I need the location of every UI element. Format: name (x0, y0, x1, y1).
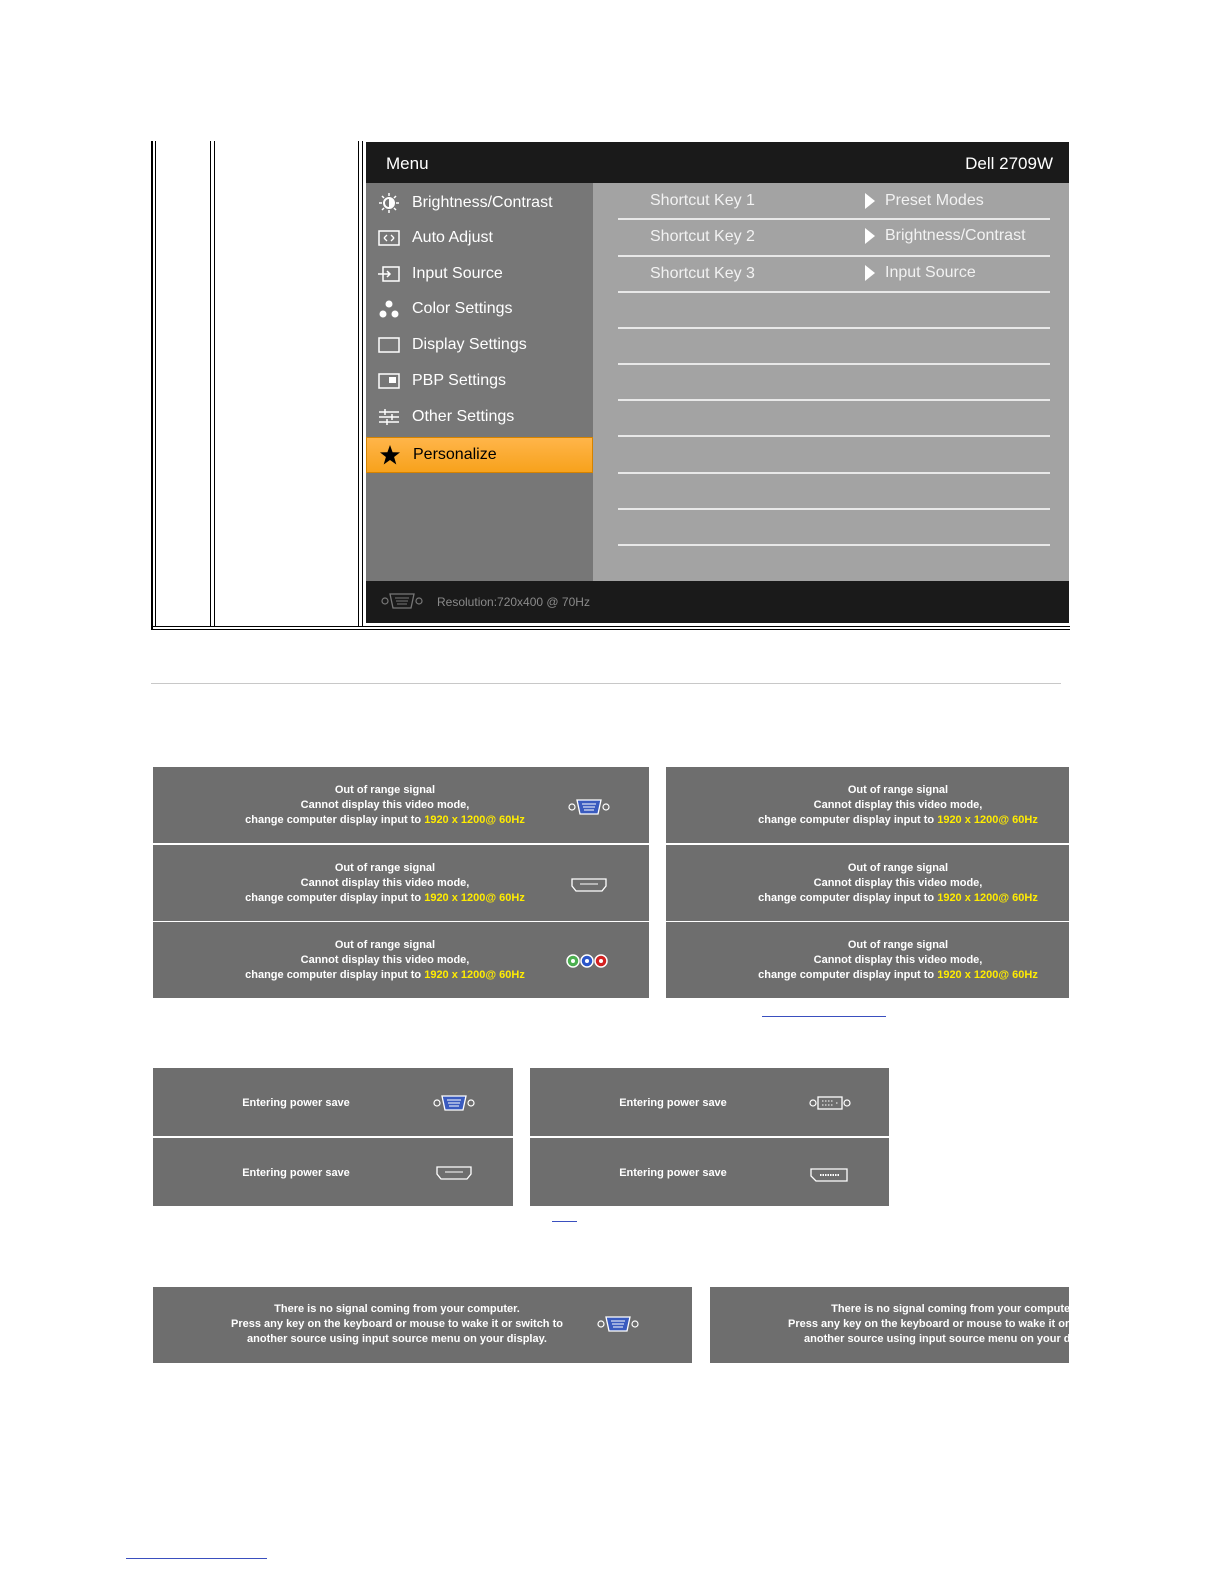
vga-connector-icon (568, 798, 610, 816)
shortcut-key-value: Input Source (885, 264, 976, 281)
resolution-highlight: 1920 (424, 892, 449, 904)
message-line: Out of range signal (847, 784, 949, 796)
message-text: change computer display input to (245, 814, 425, 826)
star-icon (379, 445, 401, 465)
other-settings-icon (378, 407, 400, 427)
no-signal-panel-dvi (710, 1287, 1120, 1363)
resolution-highlight: 1200@ 60Hz (973, 969, 1038, 981)
shortcut-key-label: Shortcut Key 3 (650, 265, 755, 282)
osd-footer (366, 581, 1069, 623)
osd-model-name: Dell 2709W (965, 154, 1053, 173)
hyperlink-underline[interactable] (552, 1221, 577, 1222)
row-divider (618, 291, 1050, 293)
power-save-message: Entering power save (619, 1097, 727, 1109)
resolution-status: Resolution:720x400 @ 70Hz (437, 595, 590, 609)
no-signal-panel-vga (153, 1287, 692, 1363)
message-line: There is no signal coming from your computer. (274, 1303, 520, 1315)
menu-item-label: Personalize (413, 446, 497, 463)
hdmi-connector-icon (571, 878, 607, 892)
message-line (726, 813, 1070, 828)
resolution-highlight: x (961, 892, 974, 904)
message-line: There is no signal coming from your computer. (831, 1303, 1077, 1315)
hyperlink-underline[interactable] (762, 1016, 886, 1017)
message-line (726, 891, 1070, 906)
message-text: change computer display input to (245, 892, 425, 904)
row-divider (618, 472, 1050, 474)
row-divider (618, 435, 1050, 437)
osd-title: Menu (386, 154, 429, 173)
out-of-range-message (213, 938, 557, 983)
input-source-icon (378, 264, 400, 284)
vga-connector-icon (381, 592, 423, 610)
message-line: Cannot display this video mode, (300, 799, 470, 811)
message-line (213, 968, 557, 983)
message-line: Cannot display this video mode, (300, 877, 470, 889)
hdmi-connector-icon (436, 1166, 472, 1180)
out-of-range-panel-component (153, 922, 649, 998)
message-text: change computer display input to (758, 969, 938, 981)
no-signal-message (193, 1302, 601, 1347)
row-divider (618, 255, 1050, 257)
menu-item-label: Color Settings (412, 300, 513, 317)
power-save-message: Entering power save (619, 1167, 727, 1179)
menu-item-auto-adjust[interactable] (366, 220, 593, 256)
resolution-highlight: x (448, 892, 461, 904)
color-settings-icon (378, 299, 400, 319)
out-of-range-panel-displayport (666, 845, 1069, 921)
resolution-highlight: 1920 (937, 892, 962, 904)
menu-item-label: Other Settings (412, 408, 515, 425)
out-of-range-panel-vga (153, 767, 649, 843)
power-save-panel-hdmi (153, 1138, 513, 1206)
row-divider (618, 218, 1050, 220)
message-line: Cannot display this video mode, (813, 954, 983, 966)
menu-item-pbp-settings[interactable] (366, 363, 593, 399)
out-of-range-panel-composite (666, 922, 1069, 998)
row-divider (618, 327, 1050, 329)
out-of-range-panel-hdmi (153, 845, 649, 921)
out-of-range-message (726, 938, 1070, 983)
table-border-left (151, 141, 153, 630)
table-cell-divider (214, 141, 215, 627)
message-line: Press any key on the keyboard or mouse to wake it or switch to (231, 1318, 563, 1330)
resolution-highlight: 1920 (424, 814, 449, 826)
menu-item-label: Display Settings (412, 336, 527, 353)
message-line (213, 891, 557, 906)
message-line: Cannot display this video mode, (300, 954, 470, 966)
resolution-highlight: x (448, 814, 461, 826)
osd-main-menu (366, 183, 593, 581)
pbp-settings-icon (378, 371, 400, 391)
resolution-highlight: 1920 (937, 814, 962, 826)
power-save-panel-vga (153, 1068, 513, 1136)
out-of-range-panel-dvi (666, 767, 1069, 843)
message-line: Out of range signal (847, 939, 949, 951)
menu-item-label: Input Source (412, 265, 503, 282)
message-line: Cannot display this video mode, (813, 877, 983, 889)
resolution-highlight: 1200@ 60Hz (973, 892, 1038, 904)
brightness-icon (378, 193, 400, 213)
resolution-highlight: 1920 (937, 969, 962, 981)
message-line: another source using input source menu on your display. (247, 1333, 547, 1345)
osd-menu-screenshot (366, 142, 1069, 623)
row-divider (618, 508, 1050, 510)
menu-item-other-settings[interactable] (366, 399, 593, 435)
message-text: change computer display input to (758, 814, 938, 826)
row-divider (618, 399, 1050, 401)
osd-submenu-personalize (593, 183, 1069, 581)
table-cell-divider (362, 141, 363, 627)
message-text: change computer display input to (758, 892, 938, 904)
message-line: Out of range signal (334, 784, 436, 796)
resolution-highlight: x (961, 814, 974, 826)
arrow-right-icon (865, 193, 875, 209)
power-save-panel-dvi (530, 1068, 889, 1136)
osd-header (366, 142, 1069, 183)
message-line: Press any key on the keyboard or mouse to wake it or switch to (788, 1318, 1120, 1330)
out-of-range-message (213, 861, 557, 906)
vga-connector-icon (433, 1094, 475, 1112)
menu-item-display-settings[interactable] (366, 327, 593, 363)
resolution-highlight: 1920 (424, 969, 449, 981)
menu-item-label: PBP Settings (412, 372, 506, 389)
arrow-right-icon (865, 228, 875, 244)
resolution-highlight: 1200@ 60Hz (460, 969, 525, 981)
shortcut-key-value: Preset Modes (885, 192, 984, 209)
menu-item-personalize[interactable] (366, 437, 593, 473)
shortcut-key-label: Shortcut Key 2 (650, 228, 755, 245)
display-settings-icon (378, 335, 400, 355)
message-line: another source using input source menu on your display. (804, 1333, 1104, 1345)
menu-item-input-source[interactable] (366, 256, 593, 292)
menu-item-color-settings[interactable] (366, 291, 593, 327)
no-signal-message (750, 1302, 1158, 1347)
arrow-right-icon (865, 265, 875, 281)
message-line: Out of range signal (334, 862, 436, 874)
resolution-highlight: 1200@ 60Hz (973, 814, 1038, 826)
message-line: Out of range signal (847, 862, 949, 874)
power-save-message: Entering power save (242, 1097, 350, 1109)
out-of-range-message (726, 861, 1070, 906)
message-line (726, 968, 1070, 983)
power-save-panel-displayport (530, 1138, 889, 1206)
message-line (213, 813, 557, 828)
dvi-connector-icon (809, 1095, 851, 1111)
out-of-range-message (213, 783, 557, 828)
component-connector-icon (565, 953, 609, 969)
menu-item-brightness-contrast[interactable] (366, 185, 593, 221)
shortcut-key-label: Shortcut Key 1 (650, 192, 755, 209)
resolution-highlight: 1200@ 60Hz (460, 814, 525, 826)
table-border-bottom (151, 626, 1070, 627)
vga-connector-icon (597, 1315, 639, 1333)
table-border-left-inner (155, 141, 156, 627)
table-cell-divider (210, 141, 211, 627)
power-save-message: Entering power save (242, 1167, 350, 1179)
section-divider (151, 683, 1061, 684)
message-text: change computer display input to (245, 969, 425, 981)
shortcut-key-value: Brightness/Contrast (885, 227, 1026, 244)
message-line: Cannot display this video mode, (813, 799, 983, 811)
menu-item-label: Auto Adjust (412, 229, 493, 246)
menu-item-label: Brightness/Contrast (412, 194, 553, 211)
hyperlink-underline[interactable] (126, 1558, 267, 1559)
resolution-highlight: 1200@ 60Hz (460, 892, 525, 904)
row-divider (618, 363, 1050, 365)
out-of-range-message (726, 783, 1070, 828)
row-divider (618, 544, 1050, 546)
table-border-bottom (151, 629, 1070, 630)
auto-adjust-icon (378, 228, 400, 248)
displayport-connector-icon (810, 1168, 848, 1182)
resolution-highlight: x (961, 969, 974, 981)
resolution-highlight: x (448, 969, 461, 981)
message-line: Out of range signal (334, 939, 436, 951)
table-cell-divider (358, 141, 359, 627)
